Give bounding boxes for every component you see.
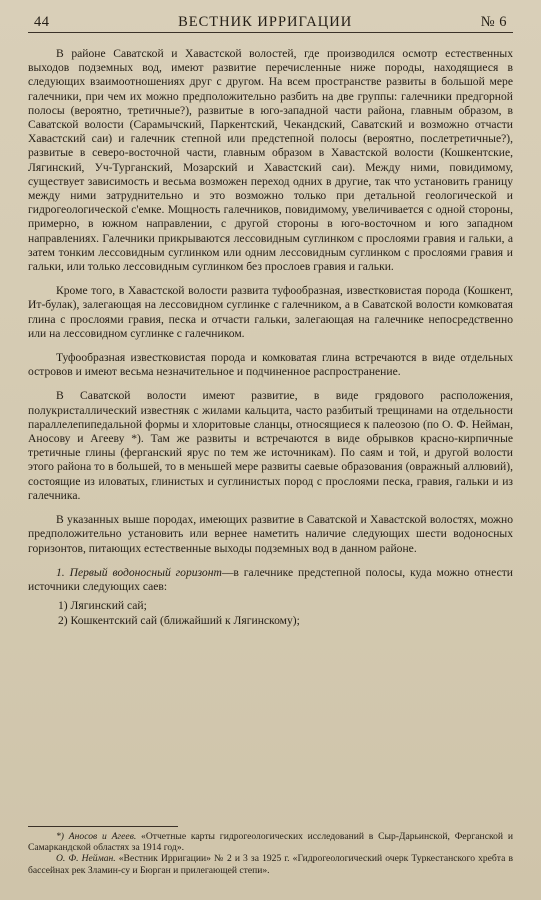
- source-list: [28, 598, 513, 628]
- issue-number: № 6: [480, 14, 507, 30]
- footnote-2-author: О. Ф. Нейман.: [56, 853, 116, 865]
- paragraph-1: В районе Саватской и Хавастской волостей, где производился осмотр естественных выходов подземных вод, имеют развитие перечисленные ниже породы, находящиеся в следующих взаимоотношениях друг с другом. На всем пространстве развиты в большой мере галечники, при чем их можно предположительно разбить на две группы: галечники предгорной полосы (вероятно, третичные?), развитые в юго-западной части района, главным образом, в Саватской волости (Сарамычский, Паркентский, Чекандский, Саватский и возможно отчасти Хавастский саи) и галечник степной или предстепной полосы (вероятно, послетретичные?), развитые в северо-восточной части, главным образом в Хавастской волости (Кошкентские, Лягинский, Уч-Турганский, Мозарский и Хавастский саи). Между ними, повидимому, существует зависимость и весьма возможен переход одних в другие, так что установить границу между ними затруднительно и это возможно только при детальной геологической и гидрогеологической с'емке. Мощность галечников, повидимому, увеличивается с одной стороны, примерно, в южном направлении, с другой стороны в юго-восточном и юго западном направлениях. Галечники прикрываются лессовидным суглинком с прослоями гравия и гальки, а затем тонким лессовидным суглинком или одним лессовидным суглинком с прослоями гравия и гальки, или только лессовидным суглинком без прослоев гравия и гальки.: [28, 47, 513, 274]
- paragraph-5: В указанных выше породах, имеющих развитие в Саватской и Хавастской волостях, можно предположительно установить или вернее наметить наличие следующих шести водоносных горизонтов, питающих естественные выходы подземных вод в данном районе.: [28, 513, 513, 555]
- journal-title: ВЕСТНИК ИРРИГАЦИИ: [178, 14, 353, 30]
- horizon-heading: 1. Первый водоносный горизонт: [56, 565, 222, 579]
- list-item: 2) Кошкентский сай (ближайший к Лягинскому);: [58, 614, 300, 628]
- horizon-text: —в галечнике предстепной полосы, куда можно отнести источники следующих саев:: [28, 565, 513, 593]
- footnote-2-text: «Вестник Ирригации» № 2 и 3 за 1925 г. «Гидрогеологический очерк Туркестанского хребта в бассейнах рек Зламин-су и Бюрган и прилегающей степи».: [28, 853, 513, 876]
- paragraph-4: В Саватской волости имеют развитие, в виде грядового расположения, полукристаллический известняк с жилами кальцита, часто разбитый трещинами на отдельности параллелепипедальной формы и хлоритовые сланцы, относящиеся к палеозою (по О. Ф. Нейман, Аносову и Агееву *). Там же развиты и встречаются в виде обрывков красно-кирпичные третичные глины (ферганский ярус по тем же источникам). По саям и той, и другой волости этого района то в большей, то в меньшей мере развиты саевые образования (овражный аллювий), состоящие из иловатых, глинистых и суглинистых пород с прослоями песка, гравия, гальки и из галечника.: [28, 389, 513, 502]
- footnote-1-authors: *) Аносов и Агеев.: [56, 831, 137, 842]
- footnote-1: [28, 831, 513, 853]
- footnotes: [28, 826, 513, 876]
- article-body: [28, 47, 513, 628]
- paragraph-3: Туфообразная известковистая порода и комковатая глина встречаются в виде отдельных островов и имеют весьма незначительное и подчиненное распространение.: [28, 351, 513, 379]
- paragraph-6: [28, 566, 513, 594]
- paragraph-2: Кроме того, в Хавастской волости развита туфообразная, известковистая порода (Кошкент, Ит-булак), залегающая на лессовидном суглинке с галечником, а в Саватской волости комковатая глина с прослоями гравия, песка и отчасти гальки, залегающая на галечнике непосредственно или на лессовидном суглинке с галечником.: [28, 284, 513, 340]
- list-item: 1) Лягинский сай;: [58, 599, 147, 613]
- running-header: [28, 14, 513, 33]
- footnote-2: [28, 853, 513, 875]
- footnote-1-text: «Отчетные карты гидрогеологических исследований в Сыр-Дарьинской, Ферганской и Самаркандской областях за 1914 год».: [28, 831, 513, 854]
- footnote-rule: [28, 826, 178, 827]
- page-number: 44: [34, 14, 50, 30]
